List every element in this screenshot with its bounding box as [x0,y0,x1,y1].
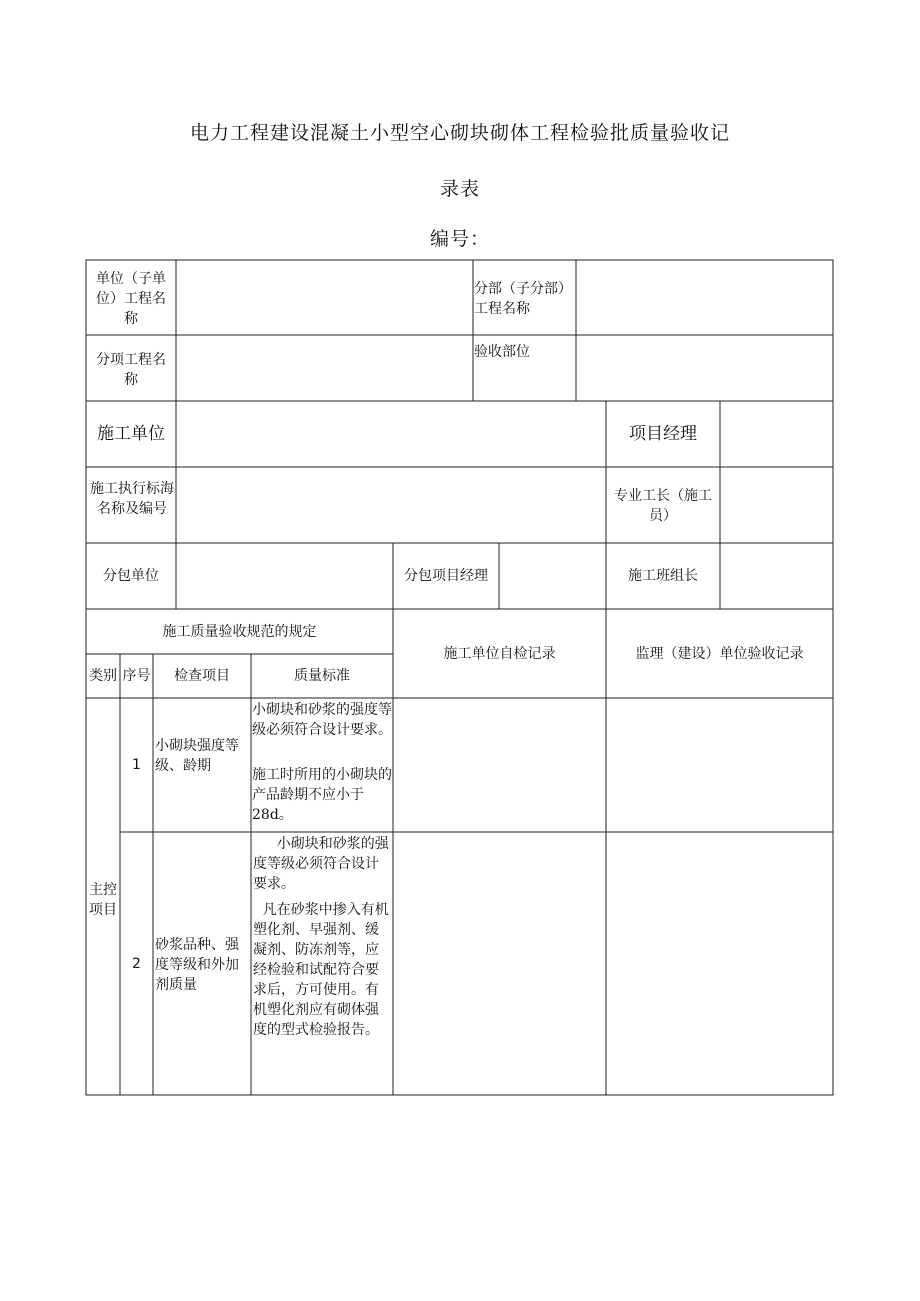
supervision-header: 监理（建设）单位验收记录 [635,645,804,662]
row2-standard-b: 凡在砂浆中掺入有机塑化剂、早强剂、缓凝剂、防冻剂等，应经检验和试配符合要求后，方可使用。有机塑化剂应有砌体强度的型式检验报告。 [253,902,389,1038]
self-check-header: 施工单位自检记录 [443,645,556,662]
col-item-header: 检查项目 [174,668,230,684]
team-leader-label: 施工班组长 [628,568,698,584]
row2-item: 砂浆品种、强度等级和外加剂质量 [155,937,239,993]
document-title-line1: 电力工程建设混凝土小型空心砌块砌体工程检验批质量验收记 [189,122,730,144]
col-seq-header: 序号 [122,668,151,684]
category-main-label: 主控项目 [89,882,117,918]
row1-seq: 1 [132,757,141,773]
standard-name-label: 施工执行标海名称及编号 [90,481,174,517]
row2-standard-a: 小砌块和砂浆的强度等级必须符合设计要求。 [253,836,389,892]
subcontract-manager-label: 分包项目经理 [404,568,488,584]
acceptance-part-label: 验收部位 [474,344,530,360]
row2-seq: 2 [132,955,141,972]
sub-project-name-label: 分部（子分部）工程名称 [474,281,572,317]
col-category-header: 类别 [89,668,117,684]
unit-project-name-label: 单位（子单位）工程名称 [96,271,166,327]
spec-header: 施工质量验收规范的规定 [162,623,317,640]
row1-standard-b: 施工时所用的小砌块的产品龄期不应小于28d。 [252,767,392,823]
project-manager-label: 项目经理 [629,424,697,444]
col-standard-header: 质量标准 [294,668,350,684]
item-project-name-label: 分项工程名称 [96,352,166,388]
subcontract-unit-label: 分包单位 [103,568,159,584]
row1-item: 小砌块强度等级、龄期 [155,738,239,774]
document-number-label: 编号： [429,228,490,250]
row1-standard-a: 小砌块和砂浆的强度等级必须符合设计要求。 [252,702,392,738]
foreman-label: 专业工长（施工员） [614,488,712,524]
construction-unit-label: 施工单位 [97,424,165,444]
document-title-line2: 录表 [439,178,480,200]
